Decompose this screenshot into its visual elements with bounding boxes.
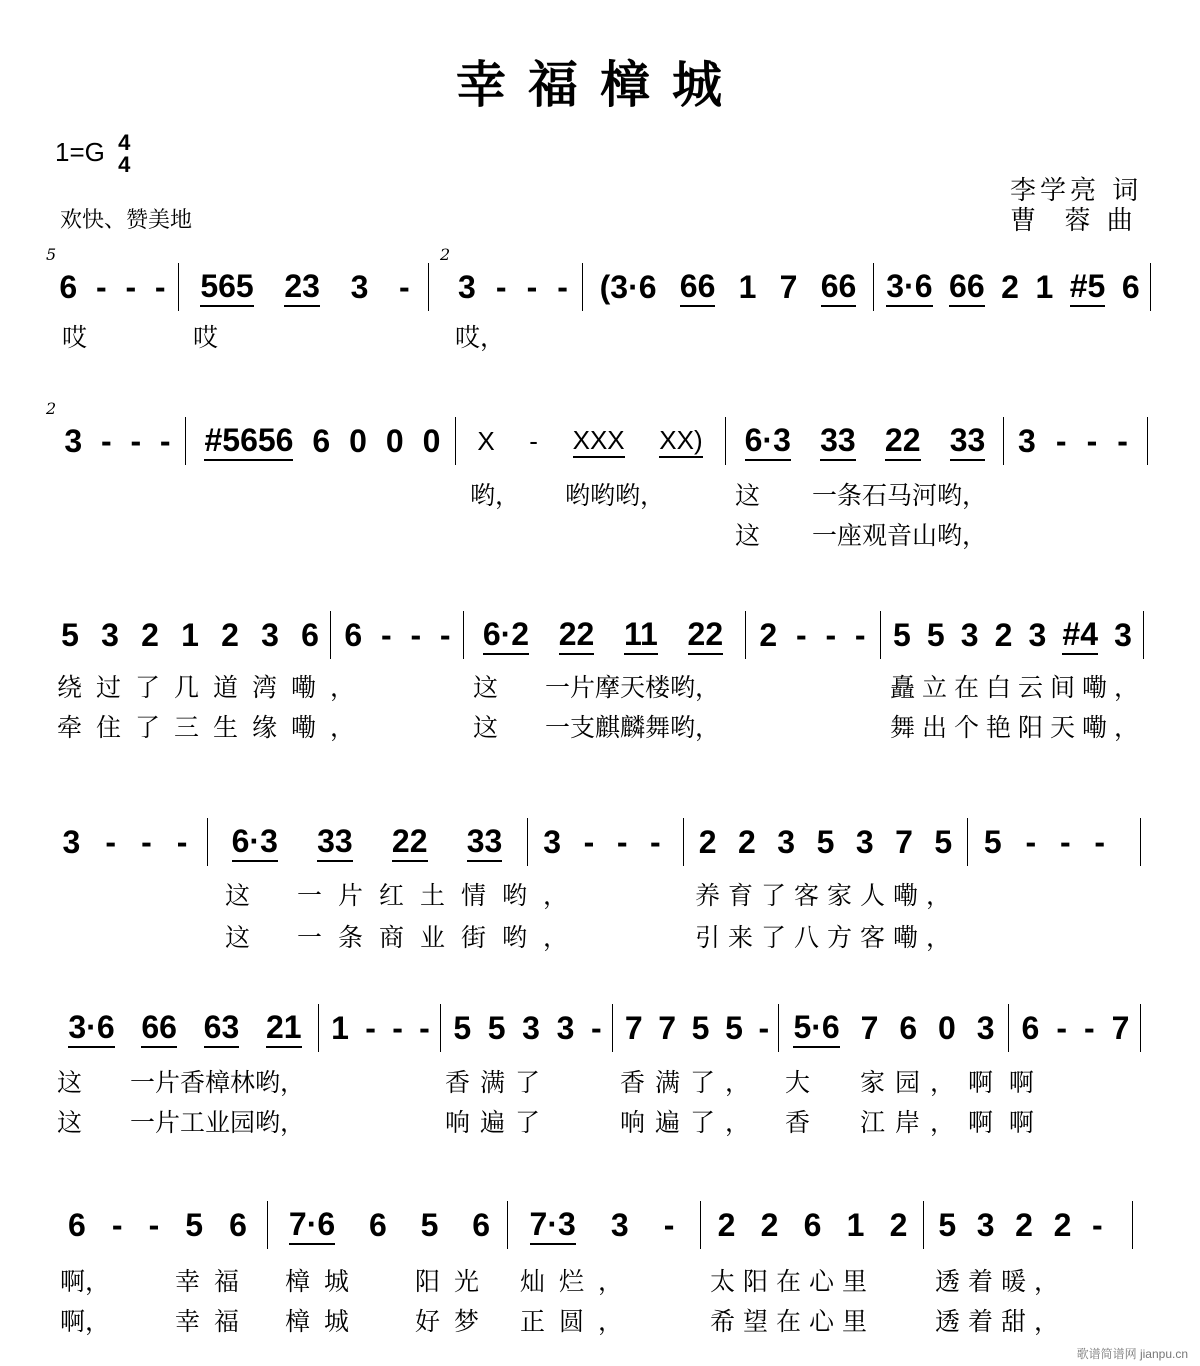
note: 3: [976, 1009, 995, 1046]
dash-note: -: [1055, 422, 1067, 459]
dash-note: -: [176, 823, 188, 860]
barline: [463, 611, 464, 659]
measure: [335, 611, 460, 659]
note: 1: [331, 1009, 349, 1046]
note: 6·2: [483, 616, 529, 655]
measure: [1008, 417, 1138, 465]
dash-note: -: [1056, 1009, 1067, 1046]
note: 5: [691, 1009, 710, 1046]
lyric: 香满了，: [620, 1068, 761, 1097]
note: 5: [816, 823, 835, 860]
lyric: 引来了八方客嘞，: [695, 923, 960, 952]
measure: [212, 818, 522, 866]
staff-row-5: [40, 1004, 1160, 1054]
lyric: 这: [225, 923, 251, 952]
note: 3: [1114, 616, 1132, 653]
note: 7: [624, 1009, 643, 1046]
dash-note: -: [380, 616, 392, 653]
lyric: 樟城: [285, 1307, 364, 1336]
barline: [507, 1201, 508, 1249]
note: 6: [301, 616, 319, 653]
barline: [880, 611, 881, 659]
note: 6: [229, 1206, 247, 1243]
note: (3·6: [599, 268, 657, 305]
measure: [1013, 1004, 1138, 1052]
barline: [612, 1004, 613, 1052]
lyric: 一条石马河哟，: [812, 481, 988, 510]
note: 3·6: [886, 268, 932, 307]
lyric: 希望在心里: [710, 1307, 876, 1336]
note: 5: [487, 1009, 506, 1046]
measure: [272, 1201, 507, 1249]
measure: [688, 818, 963, 866]
dash-note: -: [154, 268, 166, 305]
watermark: 歌谱简谱网 jianpu.cn: [1076, 1347, 1188, 1361]
measure: [468, 611, 738, 659]
lyricist-credit: 李学亮 词: [1010, 176, 1143, 206]
measure: [617, 1004, 777, 1052]
barline: [440, 1004, 441, 1052]
note: 1: [846, 1206, 865, 1243]
dash-note: -: [148, 1206, 160, 1243]
barline: [582, 263, 583, 311]
note: 3: [101, 616, 119, 653]
lyric: 家园，: [860, 1068, 966, 1097]
note: 21: [266, 1009, 302, 1048]
note: 5: [61, 616, 79, 653]
note: 5·6: [793, 1009, 839, 1048]
barline: [428, 263, 429, 311]
key-label: 1=G: [55, 136, 105, 167]
dash-note: -: [795, 616, 807, 653]
note: 5: [420, 1206, 439, 1243]
note: XXX: [573, 425, 625, 458]
note: 0: [938, 1009, 956, 1046]
lyric: 牵住了三生缘嘞，: [57, 713, 370, 742]
note: 0: [385, 422, 404, 459]
note: 2: [1001, 268, 1019, 305]
lyric: 啊 啊: [968, 1108, 1034, 1137]
note: 6: [472, 1206, 491, 1243]
measure: [460, 417, 720, 465]
staff-row-6: [40, 1201, 1160, 1251]
measure: [448, 263, 578, 311]
note: 0: [349, 422, 367, 459]
lyric: 绕过了几道湾嘞，: [57, 673, 370, 702]
dash-note: -: [419, 1009, 430, 1046]
lyric: 一片工业园哟，: [130, 1108, 306, 1137]
lyric: 这: [735, 521, 761, 550]
lyric: 这: [57, 1068, 83, 1097]
note: 6: [1021, 1009, 1040, 1046]
note: 11: [624, 616, 658, 655]
lyric: 哎: [62, 323, 88, 352]
lyric: 灿烂，: [520, 1267, 638, 1296]
time-sig-bottom: 4: [118, 152, 131, 177]
lyric: 透着甜，: [935, 1307, 1068, 1336]
note: 6: [312, 422, 331, 459]
note: #5: [1070, 268, 1106, 307]
note: 66: [680, 268, 716, 307]
note: 7·6: [289, 1206, 335, 1245]
note: 22: [559, 616, 595, 655]
measure: [783, 1004, 1005, 1052]
note: 2: [738, 823, 756, 860]
note: 6: [803, 1206, 822, 1243]
dash-note: -: [591, 1009, 602, 1046]
lyric: 一片摩天楼哟，: [545, 673, 721, 702]
dash-note: -: [650, 823, 661, 860]
note: 7: [658, 1009, 677, 1046]
note: 33: [317, 823, 353, 862]
barline: [778, 1004, 779, 1052]
lyric: 阳光: [415, 1267, 494, 1296]
staff-row-1: [40, 245, 1160, 313]
note: 3: [976, 1206, 995, 1243]
note: 66: [949, 268, 985, 307]
barline: [1143, 611, 1144, 659]
lyric: 哎，: [455, 323, 506, 352]
measure: [445, 1004, 610, 1052]
note: #4: [1062, 616, 1098, 655]
note: 6·3: [745, 422, 791, 461]
barline: [725, 417, 726, 465]
dash-note: -: [410, 616, 422, 653]
dash-note: -: [141, 823, 152, 860]
dash-note: -: [825, 616, 837, 653]
measure: [730, 417, 1000, 465]
note: 7: [860, 1009, 879, 1046]
dash-note: -: [526, 268, 538, 305]
note: 5: [453, 1009, 472, 1046]
key-signature: [55, 132, 130, 176]
note: 3: [556, 1009, 575, 1046]
note: 66: [141, 1009, 177, 1048]
measure: [50, 263, 175, 311]
barline: [318, 1004, 319, 1052]
note: 6: [899, 1009, 918, 1046]
lyric: 这: [473, 673, 499, 702]
barline: [267, 1201, 268, 1249]
note: 5: [983, 823, 1002, 860]
lyric: 幸福: [175, 1307, 254, 1336]
lyric: 啊，: [60, 1307, 111, 1336]
grace-note: 5: [46, 245, 57, 264]
barline: [923, 1201, 924, 1249]
note: 5: [893, 616, 911, 653]
barline: [683, 818, 684, 866]
barline: [185, 417, 186, 465]
lyric: 哎: [193, 323, 219, 352]
dash-note: -: [1094, 823, 1106, 860]
note: 2: [141, 616, 159, 653]
note: 0: [422, 422, 441, 459]
note: 3·6: [68, 1009, 114, 1048]
measure: [50, 611, 330, 659]
note: 7: [895, 823, 913, 860]
note: 6: [59, 268, 78, 305]
lyric: 这: [473, 713, 499, 742]
note: 33: [950, 422, 986, 461]
grace-note: 2: [440, 245, 451, 264]
lyric: 大: [785, 1068, 811, 1097]
measure: [532, 818, 672, 866]
dash-note: -: [130, 422, 142, 459]
note: 5: [938, 1206, 957, 1243]
dash-note: -: [105, 823, 117, 860]
measure: [195, 417, 450, 465]
dash-note: -: [529, 425, 538, 456]
note: 2: [1053, 1206, 1072, 1243]
lyric: 矗立在白云间嘞，: [890, 673, 1147, 702]
note: 2: [1015, 1206, 1033, 1243]
dash-note: -: [1092, 1206, 1103, 1243]
note: 2: [760, 1206, 779, 1243]
barline: [1147, 417, 1148, 465]
measure: [323, 1004, 438, 1052]
barline: [527, 818, 528, 866]
note: 1: [181, 616, 199, 653]
note: 33: [820, 422, 856, 461]
grace-note: 2: [46, 399, 57, 418]
lyric: 这: [57, 1108, 83, 1137]
lyric: 正圆，: [520, 1307, 638, 1336]
lyric: 好梦: [415, 1307, 494, 1336]
note: 23: [284, 268, 320, 307]
lyric: 一座观音山哟，: [812, 521, 988, 550]
lyric: 香: [785, 1108, 811, 1137]
lyric: 一片红土情哟，: [297, 881, 585, 910]
lyric: 舞出个艳阳天嘞，: [890, 713, 1147, 742]
note: 3: [261, 616, 279, 653]
lyric: 透着暖，: [935, 1267, 1068, 1296]
measure: [972, 818, 1117, 866]
lyric: 幸福: [175, 1267, 254, 1296]
note: 22: [885, 422, 921, 461]
dash-note: -: [1083, 1009, 1095, 1046]
note: 7: [779, 268, 798, 305]
barline: [1008, 1004, 1009, 1052]
barline: [330, 611, 331, 659]
lyric: 哟，: [470, 481, 521, 510]
note: 5: [725, 1009, 743, 1046]
barline: [1003, 417, 1004, 465]
staff-row-2: [40, 399, 1160, 467]
dash-note: -: [1086, 422, 1098, 459]
note: 3: [543, 823, 562, 860]
note: 2: [994, 616, 1013, 653]
note: 3: [777, 823, 796, 860]
note: 3: [458, 268, 476, 305]
note: 6: [368, 1206, 387, 1243]
note: 2: [759, 616, 778, 653]
note: X: [477, 425, 495, 456]
barline: [455, 417, 456, 465]
note: 6: [68, 1206, 86, 1243]
measure: [55, 1004, 315, 1052]
measure: [750, 611, 875, 659]
note: 3: [960, 616, 979, 653]
measure: [55, 417, 180, 465]
note: 3: [610, 1206, 629, 1243]
note: 2: [221, 616, 239, 653]
dash-note: -: [392, 1009, 403, 1046]
measure: [878, 263, 1148, 311]
lyric: 响遍了: [445, 1108, 551, 1137]
note: 1: [1035, 268, 1054, 305]
dash-note: -: [583, 823, 595, 860]
note: 66: [821, 268, 857, 307]
dash-note: -: [365, 1009, 376, 1046]
measure: [512, 1201, 692, 1249]
lyric: 啊 啊: [968, 1068, 1034, 1097]
dash-note: -: [663, 1206, 675, 1243]
note: 63: [204, 1009, 240, 1048]
lyric: 哟哟哟，: [565, 481, 666, 510]
staff-row-3: [40, 611, 1160, 661]
dash-note: -: [1117, 422, 1128, 459]
barline: [207, 818, 208, 866]
note: 3: [1018, 422, 1036, 459]
barline: [967, 818, 968, 866]
barline: [178, 263, 179, 311]
note: 6·3: [232, 823, 278, 862]
note: 6: [1121, 268, 1140, 305]
note: 2: [717, 1206, 736, 1243]
note: 3: [1028, 616, 1047, 653]
note: 7·3: [530, 1206, 576, 1245]
lyric: 这: [225, 881, 251, 910]
lyric: 一条商业街哟，: [297, 923, 585, 952]
dash-note: -: [100, 422, 112, 459]
lyric: 响遍了，: [620, 1108, 761, 1137]
note: 2: [698, 823, 717, 860]
time-signature: [118, 132, 130, 176]
staff-row-4: [40, 818, 1160, 868]
barline: [700, 1201, 701, 1249]
lyric: 一支麒麟舞哟，: [545, 713, 721, 742]
dash-note: -: [1025, 823, 1037, 860]
measure: [885, 611, 1140, 659]
note: 33: [467, 823, 503, 862]
barline: [1132, 1201, 1133, 1249]
note: 6: [344, 616, 363, 653]
note: 5: [926, 616, 945, 653]
lyric: 樟城: [285, 1267, 364, 1296]
dash-note: -: [616, 823, 628, 860]
barline: [873, 263, 874, 311]
lyric: 啊，: [60, 1267, 111, 1296]
dash-note: -: [439, 616, 451, 653]
composer-credit: 曹 蓉 曲: [1010, 206, 1137, 236]
song-title: 幸福樟城: [456, 55, 744, 114]
dash-note: -: [95, 268, 107, 305]
barline: [745, 611, 746, 659]
lyric: 江岸，: [860, 1108, 966, 1137]
dash-note: -: [1059, 823, 1071, 860]
note: 565: [200, 268, 253, 307]
dash-note: -: [495, 268, 507, 305]
note: 22: [392, 823, 428, 862]
note: 22: [688, 616, 724, 655]
note: 2: [889, 1206, 908, 1243]
note: 1: [738, 268, 757, 305]
lyric: 一片香樟林哟，: [130, 1068, 306, 1097]
note: 7: [1111, 1009, 1130, 1046]
barline: [1140, 1004, 1141, 1052]
dash-note: -: [758, 1009, 770, 1046]
barline: [1150, 263, 1151, 311]
measure: [185, 263, 425, 311]
dash-note: -: [399, 268, 410, 305]
note: 5: [185, 1206, 204, 1243]
note: 3: [350, 268, 369, 305]
lyric: 香满了: [445, 1068, 551, 1097]
barline: [1140, 818, 1141, 866]
measure: [705, 1201, 920, 1249]
lyric: 太阳在心里: [710, 1267, 876, 1296]
lyric: 这: [735, 481, 761, 510]
tempo-marking: 欢快、赞美地: [60, 208, 193, 233]
note: 3: [855, 823, 874, 860]
measure: [55, 1201, 260, 1249]
dash-note: -: [159, 422, 171, 459]
dash-note: -: [854, 616, 866, 653]
measure: [928, 1201, 1113, 1249]
measure: [50, 818, 200, 866]
note: XX): [659, 425, 702, 458]
dash-note: -: [111, 1206, 123, 1243]
time-sig-top: 4: [118, 130, 131, 155]
dash-note: -: [557, 268, 568, 305]
note: 5: [934, 823, 953, 860]
note: 3: [62, 823, 81, 860]
note: 3: [64, 422, 83, 459]
dash-note: -: [125, 268, 137, 305]
lyric: 养育了客家人嘞，: [695, 881, 960, 910]
measure: [588, 263, 868, 311]
note: #5656: [204, 422, 293, 461]
note: 3: [522, 1009, 540, 1046]
